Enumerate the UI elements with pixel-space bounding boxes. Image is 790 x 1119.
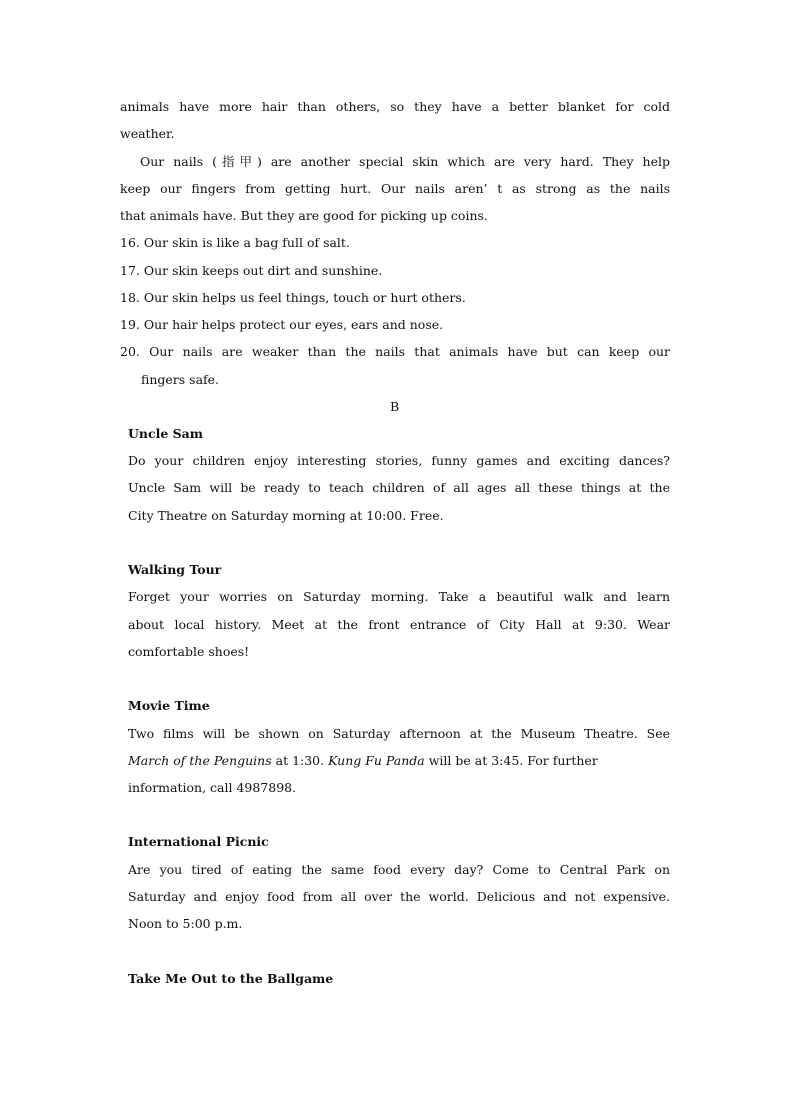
statement-item: 16. Our skin is like a bag full of salt. [120,235,350,250]
statement-item: 20. Our nails are weaker than the nails that animals have but can keep our [120,344,670,359]
notice-heading: Take Me Out to the Ballgame [128,971,334,986]
paragraph-line: weather. [120,126,175,141]
film-title: March of the Penguins [128,753,272,768]
notice-line: comfortable shoes! [128,644,250,659]
notice-heading: Walking Tour [128,562,222,577]
notice-line: Are you tired of eating the same food every day? Come to Central Park on [128,862,670,877]
notice-line: Do your children enjoy interesting stories, funny games and exciting dances? [128,453,670,468]
notice-heading: International Picnic [128,834,269,849]
statement-item: 18. Our skin helps us feel things, touch or hurt others. [120,290,466,305]
notice-heading: Uncle Sam [128,426,204,441]
film-title: Kung Fu Panda [328,753,425,768]
statement-item: 17. Our skin keeps out dirt and sunshine. [120,263,383,278]
notice-line: Forget your worries on Saturday morning. Take a beautiful walk and learn [128,589,670,604]
notice-line: Noon to 5:00 p.m. [128,916,243,931]
notice-heading: Movie Time [128,698,210,713]
notice-line: Two films will be shown on Saturday afternoon at the Museum Theatre. See [128,726,670,741]
paragraph-line: Our nails (指甲) are another special skin which are very hard. They help [140,154,670,169]
notice-line: information, call 4987898. [128,780,297,795]
notice-line: about local history. Meet at the front entrance of City Hall at 9:30. Wear [128,617,670,632]
notice-line: Saturday and enjoy food from all over the world. Delicious and not expensive. [128,889,670,904]
notice-line: March of the Penguins at 1:30. Kung Fu Panda will be at 3:45. For further [128,753,598,768]
statement-item: fingers safe. [141,372,220,387]
statement-item: 19. Our hair helps protect our eyes, ears and nose. [120,317,444,332]
paragraph-line: that animals have. But they are good for picking up coins. [120,208,488,223]
paragraph-line: keep our fingers from getting hurt. Our nails aren’ t as strong as the nails [120,181,670,196]
notice-line: Uncle Sam will be ready to teach children of all ages all these things at the [128,480,670,495]
paragraph-line: animals have more hair than others, so they have a better blanket for cold [120,99,670,114]
notice-line: City Theatre on Saturday morning at 10:00. Free. [128,508,444,523]
section-label: B [390,399,400,414]
